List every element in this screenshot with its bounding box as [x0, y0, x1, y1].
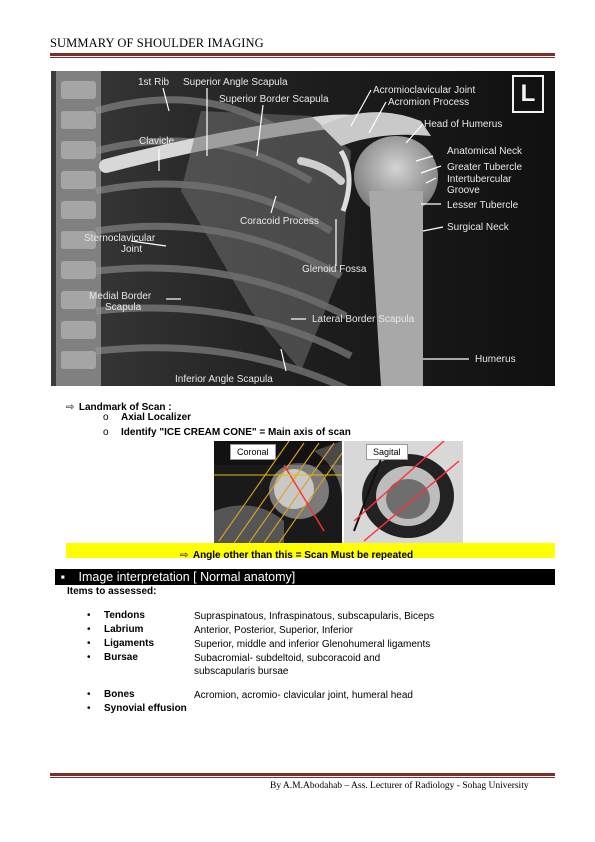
label-superior-border-scapula: Superior Border Scapula — [219, 94, 329, 105]
footer-credit: By A.M.Abodahab – Ass. Lecturer of Radiology - Sohag University — [270, 781, 529, 791]
label-clavicle: Clavicle — [139, 136, 175, 147]
coronal-mri-image — [214, 441, 342, 543]
square-bullet-icon: ▪ — [60, 570, 66, 584]
section-title: Image interpretation [ Normal anatomy] — [78, 570, 296, 584]
bullet-icon: • — [87, 638, 91, 649]
label-1st-rib: 1st Rib — [138, 77, 170, 88]
sagital-mri-image — [344, 441, 463, 543]
angle-note-row — [180, 545, 413, 563]
label-coracoid-process: Coracoid Process — [240, 216, 319, 227]
label-acromion-process: Acromion Process — [388, 97, 470, 108]
bullet-icon: • — [87, 610, 91, 621]
arrow-right-icon: ⇨ — [66, 402, 75, 413]
footer-divider-thin — [50, 777, 555, 778]
item-value: Superior, middle and inferior Glenohumeral ligaments — [194, 639, 431, 650]
label-superior-angle-scapula: Superior Angle Scapula — [183, 77, 288, 88]
label-greater-tubercle: Greater Tubercle — [447, 162, 523, 173]
item-key: Tendons — [104, 610, 145, 621]
label-groove: Groove — [447, 185, 480, 196]
label-lesser-tubercle: Lesser Tubercle — [447, 200, 519, 211]
item-value: Anterior, Posterior, Superior, Inferior — [194, 625, 353, 636]
item-value: Acromion, acromio- clavicular joint, humeral head — [194, 690, 413, 701]
sagital-label: Sagital — [366, 444, 408, 460]
bullet-icon: • — [87, 624, 91, 635]
item-key: Labrium — [104, 624, 144, 635]
item-key: Synovial effusion — [104, 703, 187, 714]
page-title: SUMMARY OF SHOULDER IMAGING — [50, 36, 264, 50]
coronal-label: Coronal — [230, 444, 276, 460]
item-value: Subacromial- subdeltoid, subcoracoid and — [194, 653, 381, 664]
section-heading-bar — [55, 569, 555, 585]
footer-divider — [50, 773, 555, 776]
item-key: Bones — [104, 689, 135, 700]
landmark-heading: Landmark of Scan : — [78, 402, 172, 413]
label-head-of-humerus: Head of Humerus — [424, 119, 503, 130]
sub-bullet-icon: o — [103, 412, 109, 423]
label-anatomical-neck: Anatomical Neck — [447, 146, 523, 157]
item-value: Supraspinatous, Infraspinatous, subscapularis, Biceps — [194, 611, 435, 622]
item-key: Bursae — [104, 652, 138, 663]
label-intertubercular: Intertubercular — [447, 174, 512, 185]
label-humerus: Humerus — [475, 354, 516, 365]
bullet-icon: • — [87, 652, 91, 663]
header-divider — [50, 53, 555, 56]
label-sternoclavicular: Sternoclavicular — [84, 233, 156, 244]
label-surgical-neck: Surgical Neck — [447, 222, 509, 233]
header-divider-thin — [50, 57, 555, 58]
label-scapula: Scapula — [105, 302, 142, 313]
angle-note-text: Angle other than this = Scan Must be repeated — [192, 550, 414, 561]
sub-bullet-icon: o — [103, 427, 109, 438]
label-glenoid-fossa: Glenoid Fossa — [302, 264, 367, 275]
item-key: Ligaments — [104, 638, 155, 649]
landmark-item-ice-cream: Identify "ICE CREAM CONE" = Main axis of scan — [121, 427, 351, 438]
label-joint: Joint — [121, 244, 143, 255]
left-side-marker: L — [512, 75, 544, 113]
items-subtitle: Items to assessed: — [67, 586, 157, 597]
label-acromioclavicular-joint: Acromioclavicular Joint — [373, 85, 476, 96]
shoulder-xray-figure — [51, 71, 555, 386]
bullet-icon: • — [87, 689, 91, 700]
landmark-item-axial: Axial Localizer — [121, 412, 192, 423]
label-inferior-angle-scapula: Inferior Angle Scapula — [175, 374, 273, 385]
xray-illustration — [51, 71, 555, 386]
arrow-right-icon: ⇨ — [180, 550, 189, 561]
item-value: subscapularis bursae — [194, 666, 289, 677]
bullet-icon: • — [87, 703, 91, 714]
label-lateral-border-scapula: Lateral Border Scapula — [312, 314, 415, 325]
label-medial-border: Medial Border — [89, 291, 152, 302]
